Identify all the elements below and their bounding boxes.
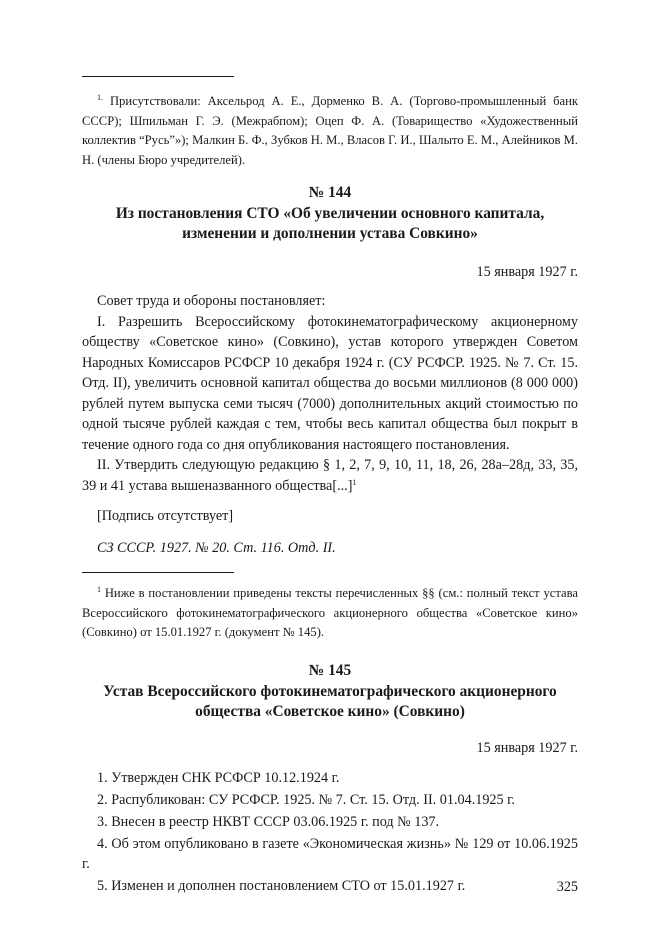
- doc145-item-4: 4. Об этом опубликовано в газете «Экономическая жизнь» № 129 от 10.06.1925 г.: [82, 836, 578, 872]
- doc145-item-1: 1. Утвержден СНК РСФСР 10.12.1924 г.: [97, 770, 340, 786]
- doc144-para2-text: II. Утвердить следующую редакцию § 1, 2, 7, 9, 10, 11, 18, 26, 28а–28д, 33, 35, 39 и 41 устава вышеназванного общества[...]: [82, 457, 578, 494]
- doc144-title-line1: Из постановления СТО «Об увеличении основного капитала,: [115, 205, 545, 222]
- footnote-top-marker: 1.: [97, 93, 103, 102]
- footnote-mid-marker: 1: [97, 585, 101, 594]
- doc144-source-block: [82, 538, 578, 559]
- footnote-rule-mid: [82, 572, 234, 573]
- doc145-number: № 145: [308, 662, 352, 679]
- doc144-title-line2: изменении и дополнении устава Совкино»: [182, 225, 478, 242]
- footnote-top: [82, 92, 578, 170]
- doc144-para2-marker: 1: [352, 477, 357, 487]
- doc145-item-5: 5. Изменен и дополнен постановлением СТО от 15.01.1927 г.: [97, 878, 466, 894]
- doc144-para2: [82, 455, 578, 496]
- doc144-signature-block: [82, 506, 578, 527]
- doc144-body: [82, 291, 578, 496]
- doc145-item-3: 3. Внесен в реестр НКВТ СССР 03.06.1925 г. под № 137.: [97, 814, 440, 830]
- doc145-date: 15 января 1927 г.: [476, 740, 578, 756]
- doc145-title-line2: общества «Советское кино» (Совкино): [195, 703, 465, 720]
- doc145-item-2: 2. Распубликован: СУ РСФСР. 1925. № 7. Ст. 15. Отд. II. 01.04.1925 г.: [97, 792, 515, 808]
- page-number: 325: [556, 879, 578, 895]
- doc144-signature: [Подпись отсутствует]: [97, 508, 234, 524]
- doc144-number: № 144: [308, 184, 352, 201]
- doc144-source: СЗ СССР. 1927. № 20. Ст. 116. Отд. II.: [97, 540, 336, 556]
- doc145-title-line1: Устав Всероссийского фотокинематографического акционерного: [103, 683, 557, 700]
- doc145-list: [82, 768, 578, 898]
- doc144-intro: Совет труда и обороны постановляет:: [97, 293, 326, 309]
- footnote-rule-top: [82, 76, 234, 77]
- doc144-date: 15 января 1927 г.: [476, 264, 578, 280]
- footnote-mid: [82, 584, 578, 643]
- doc144-para1: I. Разрешить Всероссийскому фотокинематографическому акционерному обществу «Советское кино» (Совкино), устав которого утвержден Советом Народных Комиссаров РСФСР 10 декабря 1924 г. (СУ РСФСР. 1925. № 7. Ст. 15. Отд. II), увеличить основной капитал общества до восьми миллионов (8 000 000) рублей путем выпуска семи тысяч (7000) дополнительных акций стоимостью по одной тысяче рублей каждая с тем, чтобы весь капитал общества был покрыт в течение одного года со дня опубликования настоящего постановления.: [82, 313, 578, 453]
- footnote-mid-text: Ниже в постановлении приведены тексты перечисленных §§ (см.: полный текст устава Всероссийского фотокинематографического акционерного общества «Советское кино» (Совкино) от 15.01.1927 г. (документ № 145).: [82, 586, 578, 639]
- footnote-top-text: Присутствовали: Аксельрод А. Е., Дорменко В. А. (Торгово-промышленный банк СССР); Шпильман Г. Э. (Межрабпом); Оцеп Ф. А. (Товарищество «Художественный коллектив “Русь”»); Малкин Б. Ф., Зубков Н. М., Власов Г. И., Шалыто Е. М., Алейников М. Н. (члены Бюро учредителей).: [82, 94, 578, 167]
